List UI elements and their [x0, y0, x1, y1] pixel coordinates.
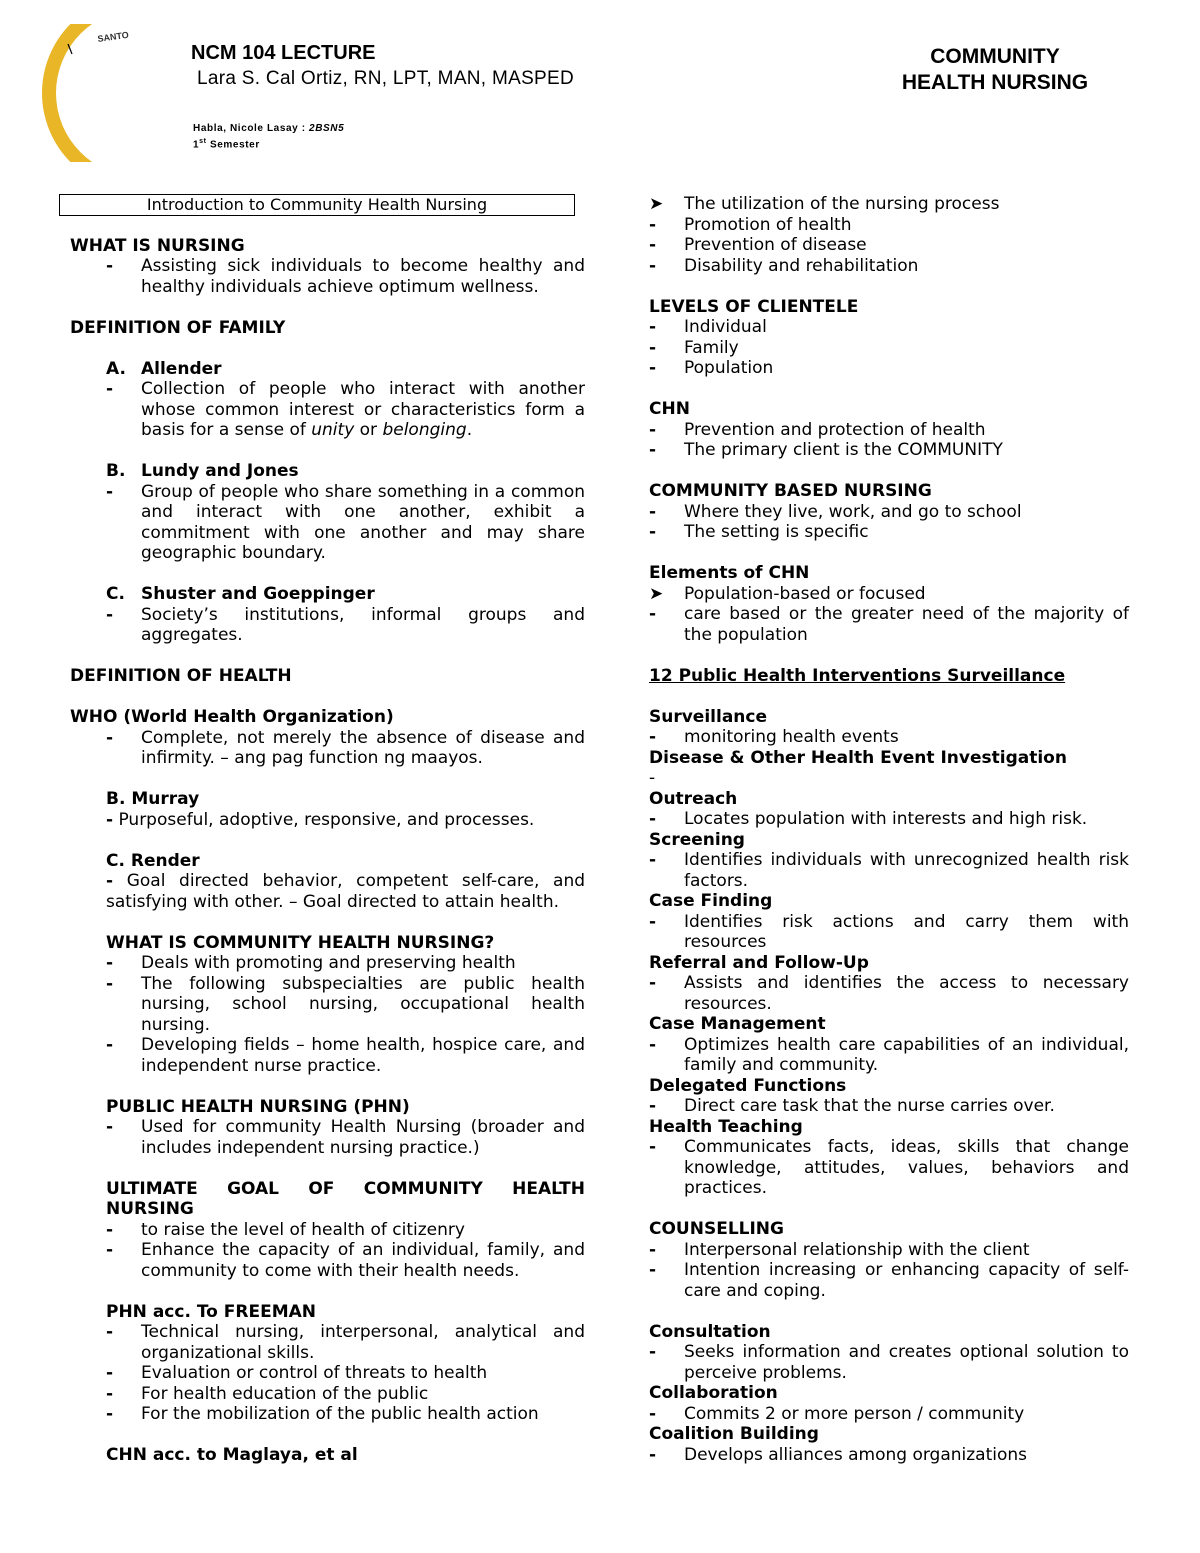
list-item: [70, 1240, 585, 1281]
heading-coalition: Coalition Building: [649, 1424, 819, 1444]
list-item-text: Population-based or focused: [684, 583, 926, 604]
letter-b: B.: [106, 461, 126, 481]
heading-chn: CHN: [649, 399, 690, 419]
list-item: [70, 1404, 585, 1425]
list-item: [649, 727, 1129, 748]
intervention-heading: Disease & Other Health Event Investigation: [649, 747, 1067, 768]
student-name: Habla, Nicole Lasay :: [193, 123, 306, 134]
semester-line: [193, 138, 260, 150]
heading-levels-clientele: LEVELS OF CLIENTELE: [649, 296, 859, 317]
name-allender: Allender: [141, 358, 222, 379]
murray-text: [70, 810, 585, 831]
heading-definition-family: DEFINITION OF FAMILY: [70, 317, 286, 338]
dash-bullet: -: [106, 481, 114, 502]
list-item-text: Individual: [684, 317, 767, 337]
subheading-allender: [70, 359, 585, 380]
list-item-text: Assists and identifies the access to necessary resources.: [684, 973, 1129, 1014]
heading-counselling: COUNSELLING: [649, 1219, 784, 1239]
list-item-text: Identifies risk actions and carry them with resources: [684, 911, 1129, 952]
list-item: [649, 604, 1129, 645]
list-item: [649, 522, 1129, 543]
list-item: [70, 605, 585, 646]
lecturer-name: Lara S. Cal Ortiz, RN, LPT, MAN, MASPED: [197, 68, 575, 89]
list-item: [649, 1404, 1129, 1425]
heading-ultimate-goal: ULTIMATE GOAL OF COMMUNITY HEALTH NURSING: [106, 1178, 585, 1219]
heading-murray: B. Murray: [106, 789, 200, 809]
list-item-text: Population: [684, 358, 774, 378]
semester-number: 1: [193, 139, 200, 151]
list-item-text: care based or the greater need of the majority of the population: [684, 604, 1129, 645]
list-item-text: The primary client is the COMMUNITY: [684, 440, 1003, 460]
list-item: [649, 1137, 1129, 1199]
dash-bullet: -: [649, 255, 657, 276]
list-item-text: Direct care task that the nurse carries over.: [684, 1096, 1055, 1116]
dash-bullet: -: [649, 235, 657, 255]
intervention-heading: Surveillance: [649, 706, 768, 727]
heading-maglaya: CHN acc. to Maglaya, et al: [106, 1445, 358, 1465]
dash-bullet: -: [106, 871, 114, 891]
paragraph-text: Purposeful, adoptive, responsive, and processes.: [118, 809, 535, 830]
subject-title: [880, 44, 1110, 96]
interventions-list: [649, 707, 1129, 1199]
list-item-text: to raise the level of health of citizenry: [141, 1219, 465, 1240]
arrow-bullet-icon: ➤: [649, 583, 664, 604]
heading-elements-chn: Elements of CHN: [649, 563, 810, 583]
list-item-text: Developing fields – home health, hospice care, and independent nurse practice.: [141, 1035, 585, 1076]
list-item: [649, 1260, 1129, 1301]
list-item-text: Intention increasing or enhancing capacity of self-care and coping.: [684, 1260, 1129, 1301]
list-item-text: The utilization of the nursing process: [684, 194, 1000, 214]
italic-unity: unity: [311, 420, 355, 440]
dash-bullet: -: [106, 953, 114, 973]
dash-bullet: -: [649, 317, 657, 337]
list-item: [649, 1240, 1129, 1261]
dash-bullet: -: [106, 727, 114, 748]
left-column: [70, 194, 585, 1466]
list-item-text: Commits 2 or more person / community: [684, 1403, 1025, 1424]
list-item-text: Communicates facts, ideas, skills that change knowledge, attitudes, values, behaviors and practices.: [684, 1137, 1129, 1198]
list-item-text: Group of people who share something in a common and interact with one another, exhibit a commitment with one another and may share geographic boundary.: [141, 481, 585, 563]
list-item: [70, 256, 585, 297]
list-item: [70, 379, 585, 441]
student-section: 2BSN5: [309, 123, 345, 134]
heading-what-is-chn: WHAT IS COMMUNITY HEALTH NURSING?: [106, 932, 495, 953]
dash-bullet: -: [106, 1322, 114, 1342]
list-item: [649, 912, 1129, 953]
dash-bullet: -: [106, 379, 114, 399]
list-item-text: Identifies individuals with unrecognized health risk factors.: [684, 850, 1129, 891]
list-item-text: The setting is specific: [684, 522, 869, 542]
list-item-text: Enhance the capacity of an individual, family, and community to come with their health needs.: [141, 1240, 585, 1281]
list-item: [649, 1342, 1129, 1383]
arrow-list-item: [649, 194, 1129, 215]
list-item-text: Prevention of disease: [684, 235, 867, 255]
list-item: [70, 1363, 585, 1384]
section-title-box: Introduction to Community Health Nursing: [59, 194, 575, 216]
dash-bullet: -: [106, 1404, 114, 1424]
list-item-text: Disability and rehabilitation: [684, 255, 919, 276]
list-item-text: Used for community Health Nursing (broader and includes independent nursing practice.): [141, 1117, 585, 1158]
list-item-text: or: [354, 420, 383, 440]
list-item-text: For health education of the public: [141, 1383, 429, 1404]
heading-phn: PUBLIC HEALTH NURSING (PHN): [106, 1096, 410, 1117]
dash-bullet: -: [106, 973, 114, 994]
list-item-text: Deals with promoting and preserving health: [141, 953, 516, 973]
list-item: [649, 1445, 1129, 1466]
list-item-text: Evaluation or control of threats to health: [141, 1363, 488, 1383]
italic-belonging: belonging: [382, 420, 467, 440]
heading-render: C. Render: [106, 850, 200, 871]
dash-bullet: -: [106, 809, 114, 830]
list-item-text: Assisting sick individuals to become healthy and healthy individuals achieve optimum wellness.: [141, 256, 585, 297]
list-item: [649, 235, 1129, 256]
dash-bullet: -: [649, 1034, 657, 1055]
dash-bullet: -: [649, 501, 657, 522]
letter-c: C.: [106, 584, 125, 604]
heading-collaboration: Collaboration: [649, 1383, 778, 1403]
dash-bullet: -: [649, 1342, 657, 1362]
dash-bullet: -: [649, 604, 657, 624]
list-item-text: Society’s institutions, informal groups and aggregates.: [141, 604, 585, 645]
letter-a: A.: [106, 358, 126, 379]
name-shuster: Shuster and Goeppinger: [141, 584, 375, 604]
list-item: [649, 1035, 1129, 1076]
list-item: [649, 809, 1129, 830]
dash-bullet: -: [649, 768, 656, 788]
list-item-text: Collection of people who interact with another whose common interest or characteristics form a basis for a sense of: [141, 379, 585, 440]
dash-bullet: -: [106, 1035, 114, 1055]
list-item: [70, 482, 585, 564]
course-title: NCM 104 LECTURE: [191, 42, 376, 64]
list-item: [649, 973, 1129, 1014]
heading-consultation: Consultation: [649, 1321, 771, 1342]
list-item-text: Optimizes health care capabilities of an individual, family and community.: [684, 1034, 1129, 1075]
list-item-text: Seeks information and creates optional solution to perceive problems.: [684, 1342, 1129, 1383]
subject-line-2: HEALTH NURSING: [901, 71, 1089, 94]
dash-bullet: -: [649, 522, 657, 542]
university-seal-logo: [40, 24, 158, 162]
dash-bullet: -: [106, 256, 114, 276]
list-item-text: Prevention and protection of health: [684, 419, 986, 440]
paragraph-text: Goal directed behavior, competent self-care, and satisfying with other. – Goal directed to attain health.: [106, 871, 586, 912]
list-item: [649, 1096, 1129, 1117]
dash-bullet: -: [106, 1219, 114, 1240]
dash-bullet: -: [649, 337, 657, 358]
dash-bullet: -: [649, 1260, 657, 1280]
heading-definition-health: DEFINITION OF HEALTH: [70, 666, 292, 686]
dash-bullet: -: [649, 214, 657, 235]
dash-bullet: -: [649, 358, 657, 378]
dash-bullet: -: [106, 1383, 114, 1404]
list-item: [70, 953, 585, 974]
intervention-heading: Outreach: [649, 788, 738, 809]
list-item: [70, 974, 585, 1036]
dash-bullet: -: [649, 419, 657, 440]
list-item: [649, 420, 1129, 441]
dash-bullet: -: [649, 727, 657, 747]
intervention-heading: Case Management: [649, 1014, 826, 1034]
heading-who: WHO (World Health Organization): [70, 707, 394, 727]
arrow-bullet-icon: ➤: [649, 194, 664, 214]
dash-bullet: -: [649, 1239, 657, 1260]
list-item-text: Where they live, work, and go to school: [684, 501, 1022, 522]
dash-bullet: -: [649, 809, 657, 829]
dash-bullet: -: [649, 1096, 657, 1116]
dash-bullet: -: [649, 440, 657, 460]
list-item: [649, 338, 1129, 359]
list-item-text: Develops alliances among organizations: [684, 1444, 1027, 1465]
right-column: [649, 194, 1129, 1465]
list-item-text: Interpersonal relationship with the client: [684, 1239, 1030, 1260]
list-item: [649, 256, 1129, 277]
student-line: [193, 123, 344, 134]
list-item: [70, 1220, 585, 1241]
dash-bullet: -: [649, 1137, 657, 1157]
semester-suffix: st: [199, 138, 207, 145]
list-item: [70, 728, 585, 769]
dash-bullet: -: [106, 1117, 114, 1137]
dash-bullet: -: [649, 911, 657, 932]
intervention-heading: Health Teaching: [649, 1116, 803, 1137]
dash-bullet: -: [649, 1444, 657, 1465]
list-item: [649, 358, 1129, 379]
list-item: [649, 440, 1129, 461]
list-item: [649, 317, 1129, 338]
dash-bullet: -: [106, 1363, 114, 1383]
list-item-text: Technical nursing, interpersonal, analytical and organizational skills.: [141, 1322, 585, 1363]
list-item: [649, 850, 1129, 891]
heading-community-based: COMMUNITY BASED NURSING: [649, 481, 932, 501]
dash-bullet: -: [649, 850, 657, 870]
dash-bullet: -: [106, 604, 114, 625]
name-lundy-jones: Lundy and Jones: [141, 461, 299, 481]
dash-bullet: -: [649, 973, 657, 993]
list-item-text: For the mobilization of the public health action: [141, 1404, 539, 1424]
list-item-text: Family: [684, 337, 739, 358]
intervention-heading: Delegated Functions: [649, 1075, 847, 1096]
list-item: [70, 1322, 585, 1363]
list-item: [70, 1117, 585, 1158]
svg-text:SANTO: SANTO: [96, 29, 130, 44]
intervention-heading: Referral and Follow-Up: [649, 952, 869, 973]
list-item: [649, 502, 1129, 523]
list-item-text: .: [466, 420, 473, 440]
list-item: [70, 1384, 585, 1405]
list-item-text: Locates population with interests and high risk.: [684, 809, 1088, 829]
subheading-lundy-jones: [70, 461, 585, 482]
intervention-heading: Case Finding: [649, 891, 773, 911]
heading-interventions: 12 Public Health Interventions Surveillance: [649, 665, 1066, 686]
render-text: [70, 871, 585, 912]
dash-bullet: -: [649, 1403, 657, 1424]
intervention-heading: Screening: [649, 829, 745, 850]
heading-what-is-nursing: WHAT IS NURSING: [70, 235, 245, 256]
subject-line-1: COMMUNITY: [930, 45, 1060, 68]
list-item-text: monitoring health events: [684, 727, 899, 747]
list-item-text: The following subspecialties are public health nursing, school nursing, occupational health nursing.: [141, 973, 585, 1035]
list-item: [649, 215, 1129, 236]
list-item-text: Promotion of health: [684, 214, 852, 235]
semester-label: Semester: [210, 139, 260, 151]
list-item-text: Complete, not merely the absence of disease and infirmity. – ang pag function ng maayos.: [141, 727, 585, 768]
arrow-list-item: [649, 584, 1129, 605]
heading-freeman: PHN acc. To FREEMAN: [106, 1301, 317, 1322]
subheading-shuster: [70, 584, 585, 605]
dash-bullet: -: [106, 1240, 114, 1260]
list-item: [70, 1035, 585, 1076]
